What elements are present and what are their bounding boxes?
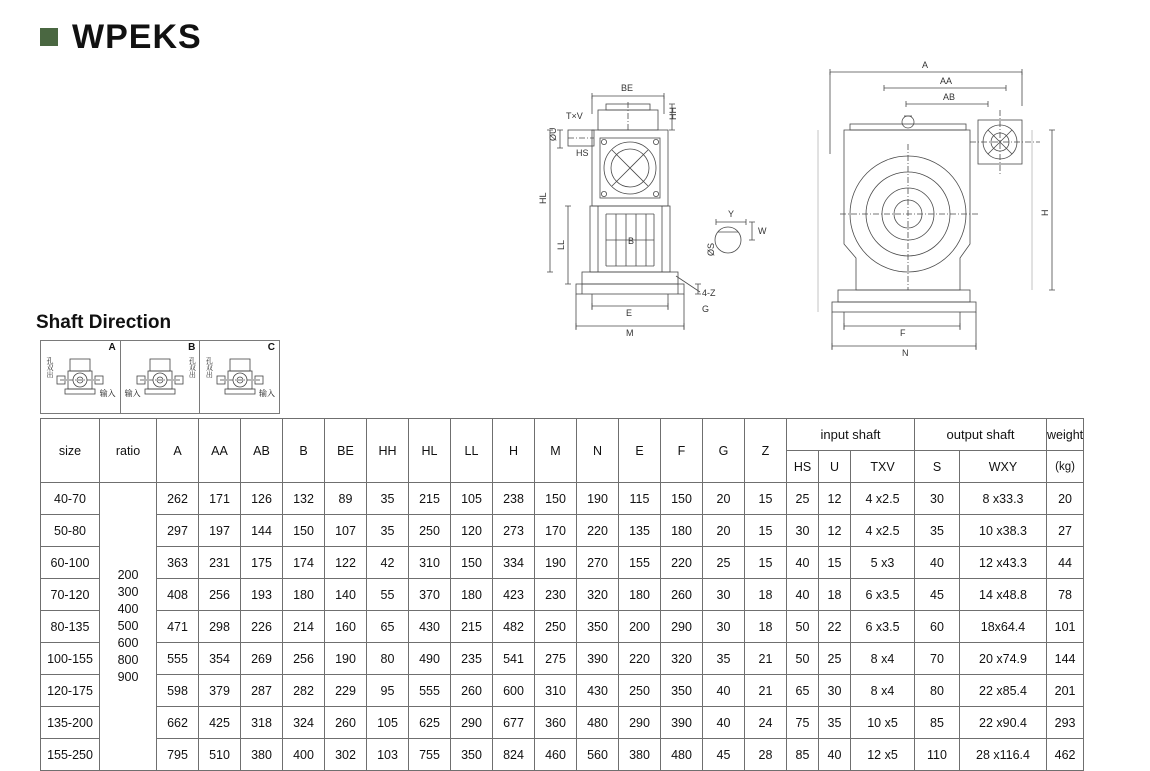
- cell-n: 190: [577, 483, 619, 515]
- header-dim-hl: HL: [409, 419, 451, 483]
- cell-be: 89: [325, 483, 367, 515]
- cell-hs: 25: [787, 483, 819, 515]
- header-dim-z: Z: [745, 419, 787, 483]
- cell-b: 214: [283, 611, 325, 643]
- header-weight-unit: (kg): [1047, 451, 1084, 483]
- header-output-shaft: output shaft: [915, 419, 1047, 451]
- cell-z: 18: [745, 611, 787, 643]
- cell-ab: 226: [241, 611, 283, 643]
- shaft-cell-letter: C: [267, 342, 276, 353]
- cell-f: 260: [661, 579, 703, 611]
- cell-h: 600: [493, 675, 535, 707]
- cell-u: 30: [819, 675, 851, 707]
- cell-aa: 298: [199, 611, 241, 643]
- cell-hs: 40: [787, 547, 819, 579]
- cell-a: 262: [157, 483, 199, 515]
- cell-g: 40: [703, 707, 745, 739]
- svg-text:ØS: ØS: [706, 242, 716, 256]
- table-row: [41, 515, 1084, 547]
- cell-f: 390: [661, 707, 703, 739]
- cell-a: 598: [157, 675, 199, 707]
- cell-wxy: 22 x90.4: [960, 707, 1047, 739]
- svg-text:N: N: [902, 348, 909, 358]
- cell-m: 310: [535, 675, 577, 707]
- cell-be: 107: [325, 515, 367, 547]
- cell-g: 35: [703, 643, 745, 675]
- cell-ll: 105: [451, 483, 493, 515]
- cell-n: 220: [577, 515, 619, 547]
- cell-hh: 55: [367, 579, 409, 611]
- cell-be: 260: [325, 707, 367, 739]
- shaft-cell-input-label: 输入: [124, 389, 141, 398]
- cell-n: 350: [577, 611, 619, 643]
- header-weight: weight: [1047, 419, 1084, 451]
- cell-a: 662: [157, 707, 199, 739]
- cell-hs: 75: [787, 707, 819, 739]
- cell-u: 25: [819, 643, 851, 675]
- cell-be: 302: [325, 739, 367, 771]
- cell-g: 45: [703, 739, 745, 771]
- cell-h: 677: [493, 707, 535, 739]
- cell-h: 541: [493, 643, 535, 675]
- cell-weight: 101: [1047, 611, 1084, 643]
- cell-txv: 10 x5: [851, 707, 915, 739]
- cell-hs: 50: [787, 611, 819, 643]
- cell-ll: 260: [451, 675, 493, 707]
- cell-z: 15: [745, 483, 787, 515]
- cell-h: 238: [493, 483, 535, 515]
- cell-g: 30: [703, 579, 745, 611]
- cell-m: 150: [535, 483, 577, 515]
- cell-e: 250: [619, 675, 661, 707]
- cell-u: 12: [819, 483, 851, 515]
- header-u: U: [819, 451, 851, 483]
- table-row: [41, 611, 1084, 643]
- cell-size: 60-100: [41, 547, 100, 579]
- ratio-500: 500: [117, 619, 139, 633]
- cell-ab: 287: [241, 675, 283, 707]
- svg-text:4-Z: 4-Z: [702, 288, 716, 298]
- cell-weight: 201: [1047, 675, 1084, 707]
- cell-s: 80: [915, 675, 960, 707]
- shaft-direction-cell-b: [121, 341, 201, 413]
- header-dim-n: N: [577, 419, 619, 483]
- cell-hl: 215: [409, 483, 451, 515]
- cell-wxy: 22 x85.4: [960, 675, 1047, 707]
- cell-n: 270: [577, 547, 619, 579]
- header-dim-g: G: [703, 419, 745, 483]
- cell-h: 482: [493, 611, 535, 643]
- cell-u: 22: [819, 611, 851, 643]
- cell-hl: 430: [409, 611, 451, 643]
- cell-hh: 35: [367, 483, 409, 515]
- svg-text:HH: HH: [668, 107, 678, 120]
- shaft-cell-cn-label: 孔双出: [205, 357, 213, 378]
- cell-a: 363: [157, 547, 199, 579]
- title-text: WPEKS: [72, 18, 202, 56]
- cell-g: 25: [703, 547, 745, 579]
- cell-b: 132: [283, 483, 325, 515]
- cell-hh: 105: [367, 707, 409, 739]
- shaft-cell-cn-label: 孔双出: [188, 357, 196, 378]
- cell-hl: 370: [409, 579, 451, 611]
- cell-s: 60: [915, 611, 960, 643]
- cell-z: 24: [745, 707, 787, 739]
- cell-m: 275: [535, 643, 577, 675]
- header-ratio: ratio: [100, 419, 157, 483]
- cell-hs: 40: [787, 579, 819, 611]
- cell-ratio-merged: [100, 483, 157, 771]
- cell-ll: 150: [451, 547, 493, 579]
- header-dim-ab: AB: [241, 419, 283, 483]
- cell-txv: 8 x4: [851, 675, 915, 707]
- cell-be: 190: [325, 643, 367, 675]
- cell-z: 15: [745, 547, 787, 579]
- svg-text:AB: AB: [943, 92, 956, 102]
- cell-z: 21: [745, 643, 787, 675]
- cell-s: 35: [915, 515, 960, 547]
- cell-ab: 269: [241, 643, 283, 675]
- ratio-600: 600: [117, 636, 139, 650]
- svg-text:H: H: [1040, 209, 1050, 216]
- cell-weight: 44: [1047, 547, 1084, 579]
- table-header-row-1: [41, 419, 1084, 451]
- cell-hs: 30: [787, 515, 819, 547]
- cell-ab: 144: [241, 515, 283, 547]
- cell-e: 135: [619, 515, 661, 547]
- cell-size: 50-80: [41, 515, 100, 547]
- cell-u: 15: [819, 547, 851, 579]
- cell-h: 824: [493, 739, 535, 771]
- cell-txv: 8 x4: [851, 643, 915, 675]
- header-dim-hh: HH: [367, 419, 409, 483]
- table-row: [41, 483, 1084, 515]
- cell-ll: 180: [451, 579, 493, 611]
- cell-hl: 250: [409, 515, 451, 547]
- page-title: [40, 20, 202, 54]
- header-dim-h: H: [493, 419, 535, 483]
- cell-m: 170: [535, 515, 577, 547]
- cell-e: 200: [619, 611, 661, 643]
- cell-txv: 4 x2.5: [851, 483, 915, 515]
- header-wxy: WXY: [960, 451, 1047, 483]
- cell-hh: 103: [367, 739, 409, 771]
- cell-wxy: 8 x33.3: [960, 483, 1047, 515]
- cell-txv: 12 x5: [851, 739, 915, 771]
- cell-wxy: 14 x48.8: [960, 579, 1047, 611]
- cell-n: 320: [577, 579, 619, 611]
- header-dim-ll: LL: [451, 419, 493, 483]
- shaft-diagram-c: [214, 353, 266, 401]
- cell-a: 795: [157, 739, 199, 771]
- header-s: S: [915, 451, 960, 483]
- cell-hl: 490: [409, 643, 451, 675]
- cell-m: 460: [535, 739, 577, 771]
- cell-e: 380: [619, 739, 661, 771]
- cell-weight: 144: [1047, 643, 1084, 675]
- cell-n: 560: [577, 739, 619, 771]
- cell-txv: 4 x2.5: [851, 515, 915, 547]
- table-row: [41, 707, 1084, 739]
- cell-s: 85: [915, 707, 960, 739]
- cell-g: 20: [703, 515, 745, 547]
- cell-hh: 35: [367, 515, 409, 547]
- cell-s: 110: [915, 739, 960, 771]
- table-row: [41, 643, 1084, 675]
- table-row: [41, 579, 1084, 611]
- cell-u: 12: [819, 515, 851, 547]
- cell-txv: 6 x3.5: [851, 611, 915, 643]
- header-dim-e: E: [619, 419, 661, 483]
- cell-n: 480: [577, 707, 619, 739]
- ratio-900: 900: [117, 670, 139, 684]
- header-dim-be: BE: [325, 419, 367, 483]
- header-dim-b: B: [283, 419, 325, 483]
- cell-weight: 20: [1047, 483, 1084, 515]
- cell-m: 360: [535, 707, 577, 739]
- cell-z: 15: [745, 515, 787, 547]
- cell-hh: 65: [367, 611, 409, 643]
- ratio-400: 400: [117, 602, 139, 616]
- cell-ll: 215: [451, 611, 493, 643]
- cell-f: 320: [661, 643, 703, 675]
- cell-e: 115: [619, 483, 661, 515]
- header-dim-a: A: [157, 419, 199, 483]
- cell-hl: 310: [409, 547, 451, 579]
- cell-f: 150: [661, 483, 703, 515]
- svg-text:G: G: [702, 304, 710, 314]
- cell-ab: 175: [241, 547, 283, 579]
- cell-hh: 42: [367, 547, 409, 579]
- shaft-direction-cell-c: [200, 341, 279, 413]
- cell-a: 471: [157, 611, 199, 643]
- cell-ab: 193: [241, 579, 283, 611]
- cell-ll: 350: [451, 739, 493, 771]
- cell-txv: 6 x3.5: [851, 579, 915, 611]
- svg-text:W: W: [758, 226, 767, 236]
- cell-n: 390: [577, 643, 619, 675]
- cell-g: 30: [703, 611, 745, 643]
- header-hs: HS: [787, 451, 819, 483]
- shaft-cell-letter: A: [108, 342, 116, 353]
- cell-m: 250: [535, 611, 577, 643]
- cell-f: 480: [661, 739, 703, 771]
- cell-size: 40-70: [41, 483, 100, 515]
- cell-b: 256: [283, 643, 325, 675]
- cell-z: 18: [745, 579, 787, 611]
- cell-b: 324: [283, 707, 325, 739]
- cell-txv: 5 x3: [851, 547, 915, 579]
- cell-wxy: 20 x74.9: [960, 643, 1047, 675]
- cell-aa: 197: [199, 515, 241, 547]
- header-dim-aa: AA: [199, 419, 241, 483]
- ratio-800: 800: [117, 653, 139, 667]
- cell-a: 555: [157, 643, 199, 675]
- cell-wxy: 28 x116.4: [960, 739, 1047, 771]
- cell-hh: 95: [367, 675, 409, 707]
- cell-hs: 50: [787, 643, 819, 675]
- cell-hs: 85: [787, 739, 819, 771]
- cell-be: 229: [325, 675, 367, 707]
- technical-drawings: [520, 44, 1130, 374]
- header-input-shaft: input shaft: [787, 419, 915, 451]
- cell-s: 45: [915, 579, 960, 611]
- cell-f: 180: [661, 515, 703, 547]
- svg-text:Y: Y: [728, 209, 735, 219]
- cell-ll: 120: [451, 515, 493, 547]
- svg-text:F: F: [900, 328, 906, 338]
- cell-ab: 126: [241, 483, 283, 515]
- shaft-direction-box: [40, 340, 280, 414]
- table-row: [41, 675, 1084, 707]
- cell-hs: 65: [787, 675, 819, 707]
- shaft-cell-input-label: 输入: [259, 389, 276, 398]
- cell-m: 190: [535, 547, 577, 579]
- header-dim-f: F: [661, 419, 703, 483]
- cell-f: 290: [661, 611, 703, 643]
- cell-u: 35: [819, 707, 851, 739]
- cell-b: 400: [283, 739, 325, 771]
- header-size: size: [41, 419, 100, 483]
- cell-hh: 80: [367, 643, 409, 675]
- cell-size: 135-200: [41, 707, 100, 739]
- cell-aa: 510: [199, 739, 241, 771]
- cell-weight: 78: [1047, 579, 1084, 611]
- cell-b: 150: [283, 515, 325, 547]
- cell-e: 290: [619, 707, 661, 739]
- cell-wxy: 18x64.4: [960, 611, 1047, 643]
- cell-size: 120-175: [41, 675, 100, 707]
- cell-aa: 354: [199, 643, 241, 675]
- cell-size: 100-155: [41, 643, 100, 675]
- ratio-300: 300: [117, 585, 139, 599]
- shaft-diagram-b: [134, 353, 186, 401]
- header-txv: TXV: [851, 451, 915, 483]
- cell-s: 70: [915, 643, 960, 675]
- cell-u: 40: [819, 739, 851, 771]
- svg-text:AA: AA: [940, 76, 953, 86]
- specification-table: [40, 418, 1084, 771]
- cell-aa: 231: [199, 547, 241, 579]
- cell-ab: 318: [241, 707, 283, 739]
- cell-hl: 755: [409, 739, 451, 771]
- cell-a: 297: [157, 515, 199, 547]
- shaft-direction-heading: Shaft Direction: [36, 312, 172, 333]
- cell-be: 160: [325, 611, 367, 643]
- cell-wxy: 10 x38.3: [960, 515, 1047, 547]
- cell-aa: 425: [199, 707, 241, 739]
- svg-text:A: A: [922, 60, 929, 70]
- cell-weight: 27: [1047, 515, 1084, 547]
- cell-b: 174: [283, 547, 325, 579]
- cell-aa: 171: [199, 483, 241, 515]
- table-row: [41, 739, 1084, 771]
- cell-h: 334: [493, 547, 535, 579]
- cell-f: 350: [661, 675, 703, 707]
- cell-m: 230: [535, 579, 577, 611]
- cell-e: 220: [619, 643, 661, 675]
- shaft-cell-letter: B: [188, 342, 196, 353]
- cell-e: 155: [619, 547, 661, 579]
- shaft-diagram-a: [54, 353, 106, 401]
- svg-text:M: M: [626, 328, 634, 338]
- title-marker-icon: [40, 28, 58, 46]
- svg-text:E: E: [626, 308, 633, 318]
- svg-text:HS: HS: [576, 148, 589, 158]
- ratio-200: 200: [117, 568, 139, 582]
- cell-b: 282: [283, 675, 325, 707]
- cell-aa: 379: [199, 675, 241, 707]
- svg-text:B: B: [628, 236, 635, 246]
- cell-h: 273: [493, 515, 535, 547]
- svg-text:LL: LL: [556, 239, 566, 250]
- cell-ab: 380: [241, 739, 283, 771]
- shaft-cell-cn-label: 孔双出: [46, 357, 53, 378]
- shaft-cell-input-label: 输入: [99, 389, 116, 398]
- cell-aa: 256: [199, 579, 241, 611]
- cell-h: 423: [493, 579, 535, 611]
- svg-text:ØU: ØU: [548, 127, 558, 141]
- cell-n: 430: [577, 675, 619, 707]
- cell-g: 20: [703, 483, 745, 515]
- svg-text:BE: BE: [621, 83, 634, 93]
- cell-z: 28: [745, 739, 787, 771]
- cell-ll: 235: [451, 643, 493, 675]
- cell-f: 220: [661, 547, 703, 579]
- cell-s: 30: [915, 483, 960, 515]
- header-dim-m: M: [535, 419, 577, 483]
- shaft-direction-cell-a: [41, 341, 121, 413]
- cell-weight: 293: [1047, 707, 1084, 739]
- cell-hl: 555: [409, 675, 451, 707]
- cell-ll: 290: [451, 707, 493, 739]
- cell-g: 40: [703, 675, 745, 707]
- cell-size: 70-120: [41, 579, 100, 611]
- svg-text:T×V: T×V: [566, 111, 583, 121]
- cell-hl: 625: [409, 707, 451, 739]
- cell-a: 408: [157, 579, 199, 611]
- cell-be: 140: [325, 579, 367, 611]
- cell-size: 155-250: [41, 739, 100, 771]
- cell-be: 122: [325, 547, 367, 579]
- svg-text:HL: HL: [538, 192, 548, 204]
- table-row: [41, 547, 1084, 579]
- cell-e: 180: [619, 579, 661, 611]
- cell-weight: 462: [1047, 739, 1084, 771]
- cell-s: 40: [915, 547, 960, 579]
- cell-size: 80-135: [41, 611, 100, 643]
- cell-u: 18: [819, 579, 851, 611]
- cell-wxy: 12 x43.3: [960, 547, 1047, 579]
- cell-b: 180: [283, 579, 325, 611]
- cell-z: 21: [745, 675, 787, 707]
